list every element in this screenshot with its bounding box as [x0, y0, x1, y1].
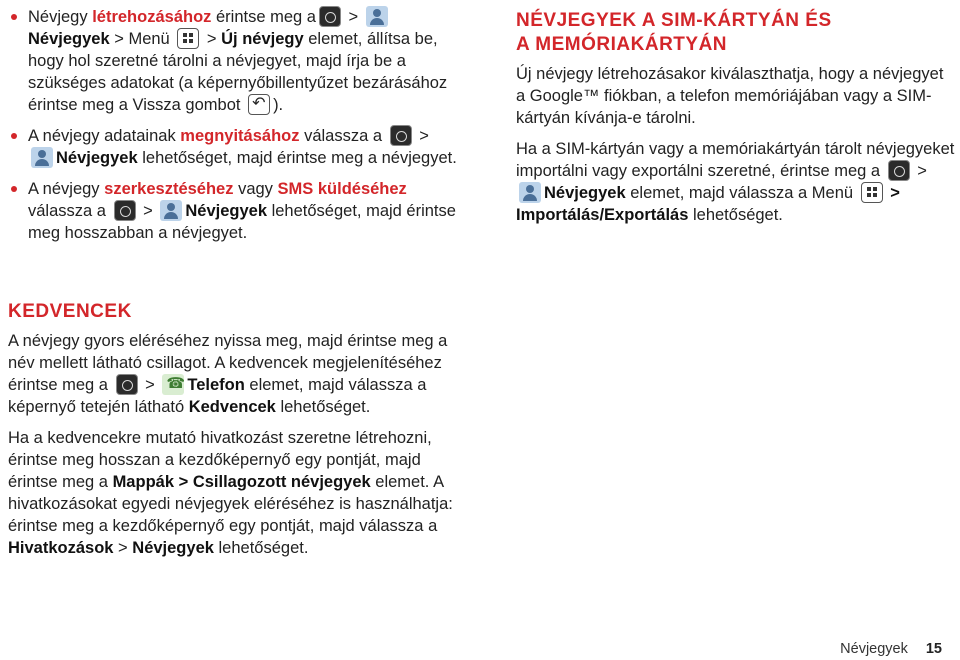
kedvencek-paragraph-1: A névjegy gyors eléréséhez nyissa meg, majd érintse meg a név mellett látható csillagot. A kedvencek megjelenítéséhez érintse meg a > ☎Telefon elemet, majd válassza a képernyő tetején látható Kedvencek lehetőséget.: [8, 330, 458, 418]
bullet-icon: [11, 14, 17, 20]
contacts-icon: [366, 6, 388, 27]
list-item: A névjegy adatainak megnyitásához válassza a > Névjegyek lehetőséget, majd érintse meg a névjegyet.: [8, 125, 458, 169]
apps-icon: [114, 200, 136, 221]
contacts-icon: [519, 182, 541, 203]
apps-icon: [319, 6, 341, 27]
kedvencek-heading: KEDVENCEK: [8, 301, 132, 322]
left-column: [8, 6, 458, 253]
kedvencek-section: [8, 300, 458, 568]
apps-icon: [888, 160, 910, 181]
list-item: A névjegy szerkesztéséhez vagy SMS küldéséhez válassza a > Névjegyek lehetőséget, majd érintse meg hosszabban a névjegyet.: [8, 178, 458, 244]
right-column: [516, 9, 956, 235]
sim-heading: NÉVJEGYEK A SIM-KÁRTYÁN ÉS A MEMÓRIAKÁRTYÁN: [516, 10, 832, 55]
sim-paragraph-1: Új névjegy létrehozásakor kiválaszthatja, hogy a névjegyet a Google™ fiókban, a telefon memóriájában vagy a SIM-kártyán kívánja-e tárolni.: [516, 65, 944, 127]
kedvencek-paragraph-2: Ha a kedvencekre mutató hivatkozást szeretne létrehozni, érintse meg hosszan a kezdőképernyő egy pontját, majd érintse meg a Mappák > Csillagozott névjegyek elemet. A hivatkozásokat egyedi névjegyek eléréséhez is használhatja: érintse meg a kezdőképernyő egy pontját, majd válassza a Hivatkozások > Névjegyek lehetőséget.: [8, 429, 453, 557]
bullet-icon: [11, 186, 17, 192]
footer-section-title: Névjegyek: [840, 641, 908, 657]
sim-paragraph-2: Ha a SIM-kártyán vagy a memóriakártyán tárolt névjegyeket importálni vagy exportálni szeretné, érintse meg a > Névjegyek elemet, majd válassza a Menü > Importálás/Exportálás lehetőséget.: [516, 140, 955, 224]
instruction-list: [8, 6, 458, 244]
menu-icon: [861, 182, 883, 203]
apps-icon: [390, 125, 412, 146]
bullet-icon: [11, 133, 17, 139]
contacts-icon: [31, 147, 53, 168]
menu-icon: [177, 28, 199, 49]
apps-icon: [116, 374, 138, 395]
page-number: 15: [925, 641, 942, 657]
contacts-icon: [160, 200, 182, 221]
back-icon: [248, 94, 270, 115]
list-item: Névjegy létrehozásához érintse meg a > Névjegyek > Menü > Új névjegy elemet, állítsa be, hogy hol szeretné tárolni a névjegyet, majd írja be a szükséges adatokat (a képernyőbillentyűzet bezárásához érintse meg a Vissza gombot ↶).: [8, 6, 458, 116]
phone-icon: [162, 374, 184, 395]
